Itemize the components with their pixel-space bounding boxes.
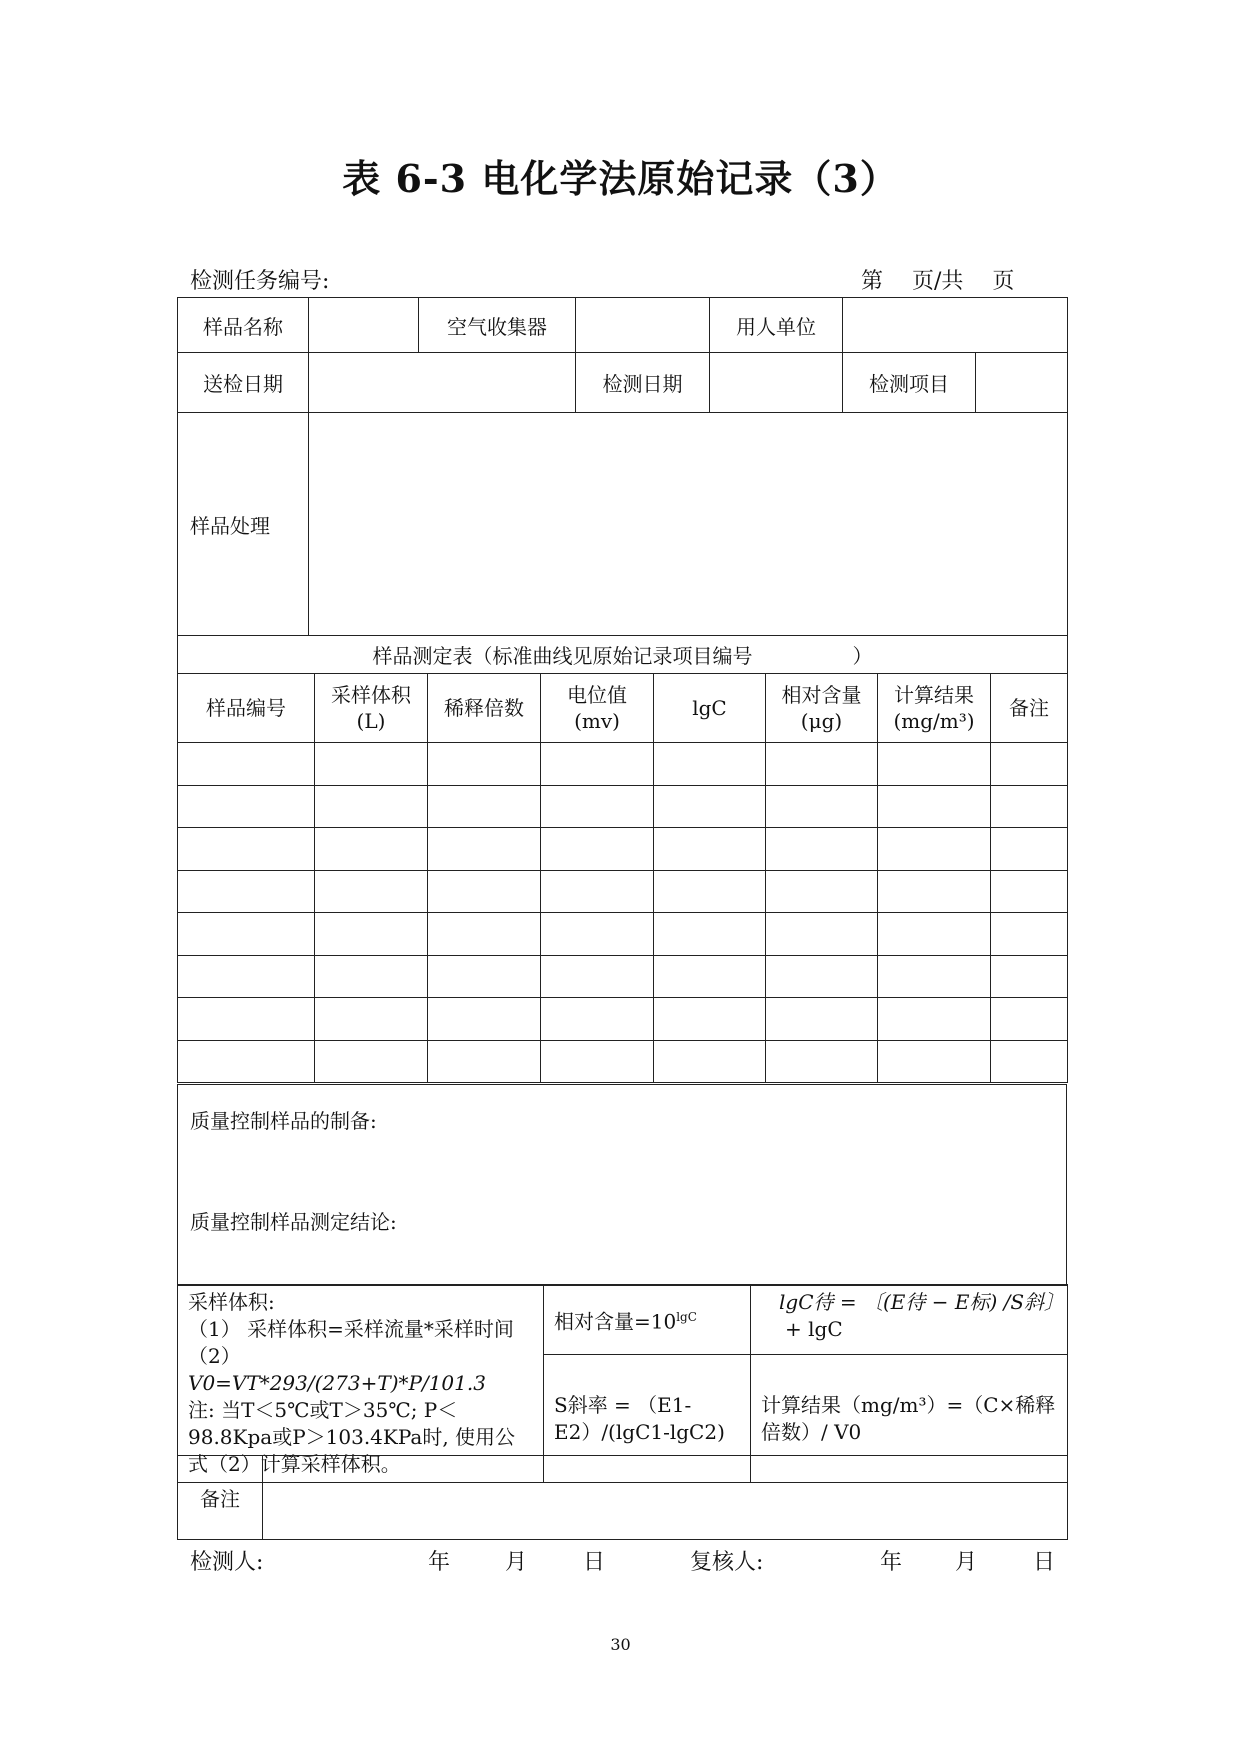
lgc-formula-line2: + lgC xyxy=(785,1317,843,1341)
column-header: lgC xyxy=(654,674,766,743)
table-cell[interactable] xyxy=(428,955,541,998)
qc-cell[interactable] xyxy=(178,1085,1067,1286)
table-cell[interactable] xyxy=(315,743,428,786)
table-cell[interactable] xyxy=(541,955,654,998)
table-row xyxy=(178,913,1068,956)
table-cell[interactable] xyxy=(878,743,991,786)
table-cell[interactable] xyxy=(178,828,315,871)
table-cell[interactable] xyxy=(654,1040,766,1083)
volume-note: 注: 当T＜5℃或T＞35℃; P＜98.8Kpa或P＞103.4KPa时, 使用公式（2）计算采样体积。 xyxy=(188,1398,516,1476)
column-header: 备注 xyxy=(991,674,1068,743)
page-count-label: 第 页/共 页 xyxy=(861,269,1015,294)
measurement-caption: 样品测定表（标准曲线见原始记录项目编号 ） xyxy=(178,636,1068,674)
table-cell[interactable] xyxy=(654,870,766,913)
table-cell[interactable] xyxy=(315,955,428,998)
table-row xyxy=(178,870,1068,913)
table-cell[interactable] xyxy=(428,998,541,1041)
table-cell[interactable] xyxy=(428,913,541,956)
table-cell[interactable] xyxy=(541,785,654,828)
sample-processing-field[interactable] xyxy=(309,413,1068,636)
table-cell[interactable] xyxy=(654,743,766,786)
measurement-rows xyxy=(178,743,1068,1083)
page-number: 30 xyxy=(610,1635,631,1654)
table-cell[interactable] xyxy=(991,1040,1068,1083)
table-cell[interactable] xyxy=(541,743,654,786)
table-cell[interactable] xyxy=(766,743,878,786)
table-cell[interactable] xyxy=(428,785,541,828)
submit-date-label: 送检日期 xyxy=(178,353,309,413)
table-cell[interactable] xyxy=(178,1040,315,1083)
column-header: 相对含量 (μg) xyxy=(766,674,878,743)
column-header: 计算结果 (mg/m³) xyxy=(878,674,991,743)
table-row xyxy=(178,1040,1068,1083)
sample-name-label: 样品名称 xyxy=(178,298,309,353)
table-cell[interactable] xyxy=(878,955,991,998)
sampling-volume-cell xyxy=(178,1285,544,1483)
test-item-label: 检测项目 xyxy=(843,353,976,413)
reviewer-day-label: 日 xyxy=(1033,1550,1056,1575)
client-unit-field[interactable] xyxy=(843,298,1068,353)
table-cell[interactable] xyxy=(178,785,315,828)
table-cell[interactable] xyxy=(315,998,428,1041)
table-cell[interactable] xyxy=(878,870,991,913)
table-cell[interactable] xyxy=(878,785,991,828)
column-header: 电位值 (mv) xyxy=(541,674,654,743)
table-cell[interactable] xyxy=(541,870,654,913)
table-cell[interactable] xyxy=(766,1040,878,1083)
reviewer-label: 复核人: xyxy=(690,1550,764,1575)
measurement-table xyxy=(177,635,1068,1083)
table-cell[interactable] xyxy=(428,870,541,913)
table-cell[interactable] xyxy=(428,743,541,786)
lgc-formula-cell xyxy=(751,1285,1068,1355)
table-cell[interactable] xyxy=(766,998,878,1041)
reviewer-month-label: 月 xyxy=(955,1550,978,1575)
table-cell[interactable] xyxy=(315,828,428,871)
slope-formula: S斜率 = （E1-E2）/(lgC1-lgC2) xyxy=(554,1392,725,1444)
qc-table xyxy=(177,1084,1067,1286)
table-cell[interactable] xyxy=(766,870,878,913)
table-cell[interactable] xyxy=(766,913,878,956)
table-cell[interactable] xyxy=(654,828,766,871)
test-date-label: 检测日期 xyxy=(576,353,710,413)
relative-content-formula: 相对含量=10 xyxy=(554,1309,677,1334)
air-collector-field[interactable] xyxy=(576,298,710,353)
table-cell[interactable] xyxy=(991,743,1068,786)
page-title: 表 6-3 电化学法原始记录（3） xyxy=(342,156,899,201)
table-cell[interactable] xyxy=(541,913,654,956)
formula-table xyxy=(177,1284,1068,1483)
table-cell[interactable] xyxy=(178,955,315,998)
table-cell[interactable] xyxy=(541,1040,654,1083)
table-cell[interactable] xyxy=(991,785,1068,828)
result-formula: 计算结果（mg/m³）=（C×稀释倍数）/ V0 xyxy=(761,1392,1056,1444)
sample-processing-label: 样品处理 xyxy=(178,413,309,636)
table-cell[interactable] xyxy=(315,1040,428,1083)
table-cell[interactable] xyxy=(428,828,541,871)
table-row xyxy=(178,955,1068,998)
tester-month-label: 月 xyxy=(505,1550,528,1575)
qc-prep-label: 质量控制样品的制备: xyxy=(190,1109,377,1133)
sample-name-field[interactable] xyxy=(309,298,419,353)
table-cell[interactable] xyxy=(178,870,315,913)
table-cell[interactable] xyxy=(428,1040,541,1083)
table-cell[interactable] xyxy=(991,828,1068,871)
table-cell[interactable] xyxy=(766,785,878,828)
reviewer-year-label: 年 xyxy=(880,1550,903,1575)
table-cell[interactable] xyxy=(178,743,315,786)
column-header: 稀释倍数 xyxy=(428,674,541,743)
table-cell[interactable] xyxy=(654,998,766,1041)
table-row xyxy=(178,743,1068,786)
qc-conclusion-label: 质量控制样品测定结论: xyxy=(190,1210,397,1234)
table-cell[interactable] xyxy=(315,913,428,956)
table-cell[interactable] xyxy=(878,1040,991,1083)
remarks-label: 备注 xyxy=(178,1456,263,1540)
volume-title: 采样体积: xyxy=(188,1290,275,1314)
column-header: 采样体积 (L) xyxy=(315,674,428,743)
table-row xyxy=(178,828,1068,871)
table-cell[interactable] xyxy=(654,913,766,956)
table-cell[interactable] xyxy=(878,998,991,1041)
relative-content-exponent: lgC xyxy=(676,1309,697,1324)
table-cell[interactable] xyxy=(991,998,1068,1041)
table-cell[interactable] xyxy=(178,998,315,1041)
test-item-field[interactable] xyxy=(976,353,1068,413)
tester-year-label: 年 xyxy=(428,1550,451,1575)
table-cell[interactable] xyxy=(178,913,315,956)
remarks-table xyxy=(177,1455,1068,1540)
table-row xyxy=(178,998,1068,1041)
table-row xyxy=(178,785,1068,828)
volume-formula-1: （1） 采样体积=采样流量*采样时间 xyxy=(188,1317,514,1341)
submit-date-field[interactable] xyxy=(309,353,576,413)
lgc-formula-line1: lgC待 = 〔(E待 − E标) /S斜〕 xyxy=(779,1290,1065,1314)
table-cell[interactable] xyxy=(991,955,1068,998)
table-cell[interactable] xyxy=(654,955,766,998)
tester-day-label: 日 xyxy=(583,1550,606,1575)
table-cell[interactable] xyxy=(991,913,1068,956)
table-cell[interactable] xyxy=(766,828,878,871)
relative-content-cell xyxy=(544,1285,751,1355)
remarks-field[interactable] xyxy=(263,1456,1068,1540)
task-number-label: 检测任务编号: xyxy=(190,269,330,294)
air-collector-label: 空气收集器 xyxy=(419,298,576,353)
table-cell[interactable] xyxy=(991,870,1068,913)
info-table xyxy=(177,297,1068,636)
tester-label: 检测人: xyxy=(190,1550,264,1575)
table-cell[interactable] xyxy=(878,913,991,956)
test-date-field[interactable] xyxy=(710,353,843,413)
table-cell[interactable] xyxy=(541,828,654,871)
table-cell[interactable] xyxy=(541,998,654,1041)
column-header: 样品编号 xyxy=(178,674,315,743)
table-cell[interactable] xyxy=(878,828,991,871)
column-header-row xyxy=(178,674,1068,743)
table-cell[interactable] xyxy=(315,870,428,913)
table-cell[interactable] xyxy=(766,955,878,998)
client-unit-label: 用人单位 xyxy=(710,298,843,353)
table-cell[interactable] xyxy=(315,785,428,828)
volume-formula-2: （2） V0=VT*293/(273+T)*P/101.3 xyxy=(188,1344,486,1395)
table-cell[interactable] xyxy=(654,785,766,828)
